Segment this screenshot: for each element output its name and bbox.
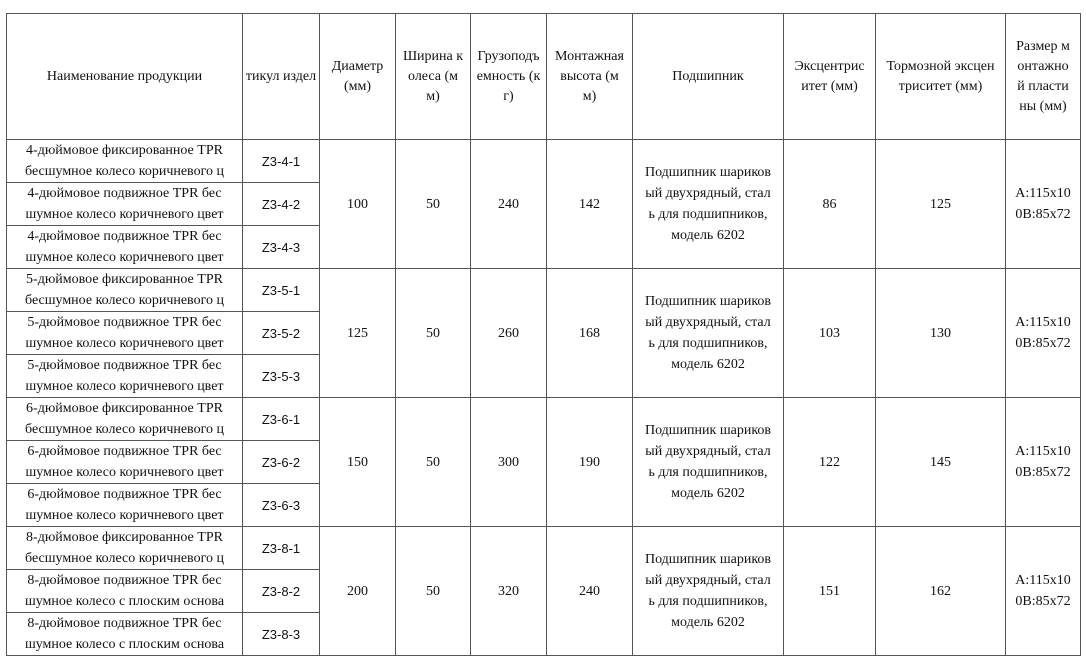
product-spec-table	[6, 13, 1081, 656]
product-name-cell: 6-дюймовое фиксированное TPR бесшумное колесо коричневого ц	[7, 398, 243, 441]
article-cell: Z3-4-1	[243, 140, 320, 183]
product-name-cell: 6-дюймовое подвижное TPR бес шумное колесо коричневого цвет	[7, 484, 243, 527]
product-name-cell: 4-дюймовое фиксированное TPR бесшумное колесо коричневого ц	[7, 140, 243, 183]
bearing-cell: Подшипник шариков ый двухрядный, стал ь для подшипников, модель 6202	[633, 398, 784, 527]
plate-size-cell: A:115x10 0B:85x72	[1006, 140, 1081, 269]
brake-eccentricity-cell: 162	[876, 527, 1006, 656]
height-cell: 142	[547, 140, 633, 269]
diameter-cell: 100	[320, 140, 396, 269]
height-cell: 168	[547, 269, 633, 398]
eccentricity-cell: 122	[784, 398, 876, 527]
width-cell: 50	[396, 269, 471, 398]
product-name-cell: 4-дюймовое подвижное TPR бес шумное колесо коричневого цвет	[7, 226, 243, 269]
brake-eccentricity-cell: 130	[876, 269, 1006, 398]
load-cell: 300	[471, 398, 547, 527]
load-cell: 320	[471, 527, 547, 656]
header-eccentricity: Эксцентрис итет (мм)	[784, 14, 876, 140]
load-cell: 260	[471, 269, 547, 398]
table-row	[7, 269, 1081, 312]
plate-size-cell: A:115x10 0B:85x72	[1006, 269, 1081, 398]
header-article: тикул издел	[243, 14, 320, 140]
header-product-name: Наименование продукции	[7, 14, 243, 140]
article-cell: Z3-5-3	[243, 355, 320, 398]
article-cell: Z3-8-3	[243, 613, 320, 656]
plate-size-cell: A:115x10 0B:85x72	[1006, 527, 1081, 656]
header-brake-eccentricity: Тормозной эксцен триситет (мм)	[876, 14, 1006, 140]
product-name-cell: 6-дюймовое подвижное TPR бес шумное колесо коричневого цвет	[7, 441, 243, 484]
product-name-cell: 5-дюймовое фиксированное TPR бесшумное колесо коричневого ц	[7, 269, 243, 312]
load-cell: 240	[471, 140, 547, 269]
width-cell: 50	[396, 527, 471, 656]
diameter-cell: 150	[320, 398, 396, 527]
product-name-cell: 4-дюймовое подвижное TPR бес шумное колесо коричневого цвет	[7, 183, 243, 226]
article-cell: Z3-5-1	[243, 269, 320, 312]
header-mounting-height: Монтажная высота (м м)	[547, 14, 633, 140]
article-cell: Z3-6-2	[243, 441, 320, 484]
bearing-cell: Подшипник шариков ый двухрядный, стал ь для подшипников, модель 6202	[633, 269, 784, 398]
article-cell: Z3-6-3	[243, 484, 320, 527]
diameter-cell: 125	[320, 269, 396, 398]
eccentricity-cell: 86	[784, 140, 876, 269]
article-cell: Z3-4-3	[243, 226, 320, 269]
height-cell: 190	[547, 398, 633, 527]
header-wheel-width: Ширина к олеса (м м)	[396, 14, 471, 140]
header-bearing: Подшипник	[633, 14, 784, 140]
product-name-cell: 8-дюймовое подвижное TPR бес шумное колесо с плоским основа	[7, 570, 243, 613]
table-row	[7, 140, 1081, 183]
width-cell: 50	[396, 398, 471, 527]
table-row	[7, 527, 1081, 570]
width-cell: 50	[396, 140, 471, 269]
article-cell: Z3-8-2	[243, 570, 320, 613]
eccentricity-cell: 103	[784, 269, 876, 398]
article-cell: Z3-8-1	[243, 527, 320, 570]
article-cell: Z3-4-2	[243, 183, 320, 226]
plate-size-cell: A:115x10 0B:85x72	[1006, 398, 1081, 527]
product-name-cell: 5-дюймовое подвижное TPR бес шумное колесо коричневого цвет	[7, 355, 243, 398]
eccentricity-cell: 151	[784, 527, 876, 656]
header-row	[7, 14, 1081, 140]
header-load-capacity: Грузоподъ емность (к г)	[471, 14, 547, 140]
bearing-cell: Подшипник шариков ый двухрядный, стал ь для подшипников, модель 6202	[633, 140, 784, 269]
table-row	[7, 398, 1081, 441]
article-cell: Z3-5-2	[243, 312, 320, 355]
bearing-cell: Подшипник шариков ый двухрядный, стал ь для подшипников, модель 6202	[633, 527, 784, 656]
height-cell: 240	[547, 527, 633, 656]
product-name-cell: 8-дюймовое фиксированное TPR бесшумное колесо коричневого ц	[7, 527, 243, 570]
product-name-cell: 8-дюймовое подвижное TPR бес шумное колесо с плоским основа	[7, 613, 243, 656]
brake-eccentricity-cell: 145	[876, 398, 1006, 527]
brake-eccentricity-cell: 125	[876, 140, 1006, 269]
header-plate-size: Размер м онтажно й пласти ны (мм)	[1006, 14, 1081, 140]
diameter-cell: 200	[320, 527, 396, 656]
article-cell: Z3-6-1	[243, 398, 320, 441]
header-diameter: Диаметр (мм)	[320, 14, 396, 140]
product-name-cell: 5-дюймовое подвижное TPR бес шумное колесо коричневого цвет	[7, 312, 243, 355]
